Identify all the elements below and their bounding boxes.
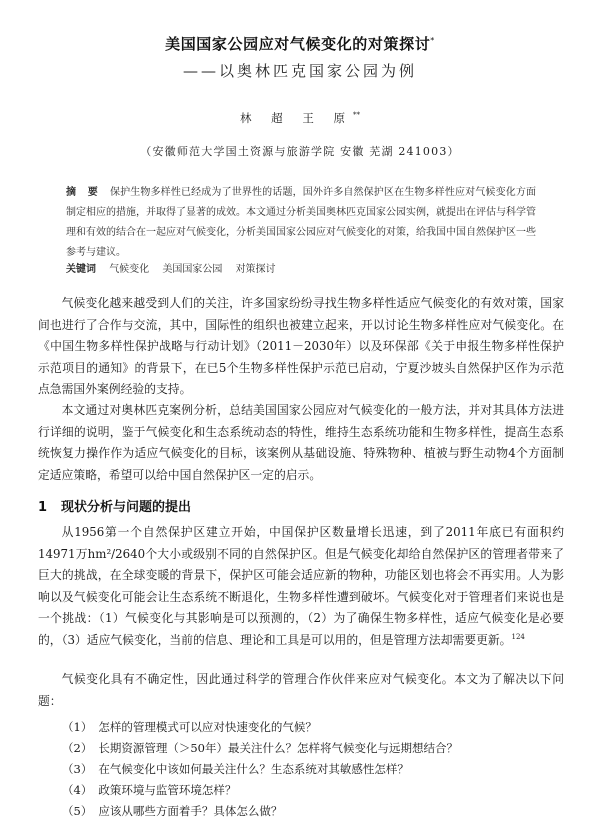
keywords [66, 263, 536, 277]
citation-ref: 4 [520, 632, 525, 641]
paragraph-text: 气候变化越来越受到人们的关注，许多国家纷纷寻找生物多样性适应气候变化的有效对策，国家间也进行了合作与交流，其中，国际性的组织也被建立起来，开以讨论生物多样性应对气候变化。在《中国生物多样性保护战略与行动计划》（2011－2030年）以及环保部《关于申报生物多样性保护示范项目的通知》的背景下，在已5个生物多样性保护示范已启动，宁夏沙坡头自然保护区作为示范点急需国外案例经验的支持。 [38, 296, 564, 396]
body-paragraph-1 [38, 293, 564, 401]
keyword-item: 气候变化 [109, 264, 150, 275]
abstract-text: 保护生物多样性已经成为了世界性的话题，国外许多自然保护区在生物多样性应对气候变化方面制定相应的措施，并取得了显著的成效。本文通过分析美国奥林匹克国家公园实例，就提出在评估与科学管理和有效的结合在一起应对气候变化，分析美国国家公园应对气候变化的对策，给我国中国自然保护区一些参考与建议。 [66, 187, 537, 258]
citation-ref: 1 [511, 632, 516, 641]
body-paragraph-2 [38, 400, 564, 486]
body-paragraph-4 [38, 669, 564, 712]
list-item [62, 717, 562, 738]
section-number: 1 [38, 500, 48, 515]
list-text: 长期资源管理（＞50年）最关注什么？怎样将气候变化与远期想结合？ [98, 741, 458, 755]
paragraph-text-content: 从1956第一个自然保护区建立开始，中国保护区数量增长迅速，到了2011年底已有面积约14971万hm²/2640个大小或级别不同的自然保护区。但是气候变化却给自然保护区的管理者带来了巨大的挑战，在全球变暖的背景下，保护区可能会适应新的物种，功能区划也将会不再实用。人为影响以及气候变化可能会让生态系统不断退化，生物多样性遭到破坏。气候变化对于管理者们来说也是一个挑战：（1）气候变化与其影响是可以预测的，（2）为了确保生物多样性，适应气候变化是必要的，（3）适应气候变化，当前的信息、理论和工具是可以用的，但是管理方法却需要更新。 [38, 525, 564, 647]
paper-subtitle: ——以奥林匹克国家公园为例 [182, 62, 417, 80]
paper-title [0, 33, 600, 54]
affiliation: （安徽师范大学国土资源与旅游学院 安徽 芜湖 241003） [140, 145, 460, 158]
paragraph-text: 气候变化具有不确定性，因此通过科学的管理合作伙伴来应对气候变化。本文为了解决以下问题： [38, 672, 564, 708]
list-index: （2） [62, 741, 93, 755]
abstract [66, 183, 536, 263]
list-text: 政策环境与监管环境怎样？ [98, 783, 237, 797]
keyword-item: 对策探讨 [235, 264, 276, 275]
paragraph-text: 本文通过对奥林匹克案例分析，总结美国国家公园应对气候变化的一般方法，并对其具体方法进行详细的说明，鉴于气候变化和生态系统动态的特性，维持生态系统功能和生物多样性，提高生态系统恢复力操作作为适应气候变化的目标，该案例从基础设施、特殊物种、植被与野生动物4个方面制定适应策略，希望可以给中国自然保护区一定的启示。 [38, 403, 564, 482]
abstract-label: 摘 要 [66, 187, 102, 198]
list-text: 在气候变化中该如何最关注什么？生态系统对其敏感性怎样？ [98, 762, 409, 776]
author-names: 林 超 王 原 [240, 111, 353, 125]
list-item [62, 801, 562, 822]
author-line [0, 110, 600, 126]
list-item [62, 738, 562, 759]
section-heading [38, 496, 564, 515]
paragraph-text [38, 522, 564, 651]
keyword-item: 美国国家公园 [162, 264, 223, 275]
body-paragraph-3 [38, 522, 564, 651]
list-index: （3） [62, 762, 93, 776]
list-index: （4） [62, 783, 93, 797]
list-text: 应该从哪些方面着手？具体怎么做？ [98, 804, 283, 818]
keywords-label: 关键词 [66, 264, 96, 275]
list-text: 怎样的管理模式可以应对快速变化的气候？ [98, 720, 317, 734]
list-item [62, 780, 562, 801]
list-index: （1） [62, 720, 93, 734]
author-footnote-mark: ** [352, 111, 360, 120]
list-index: （5） [62, 804, 93, 818]
section-title: 现状分析与问题的提出 [61, 500, 192, 515]
citation-ref: 2 [515, 632, 521, 641]
question-list [62, 717, 562, 822]
list-item [62, 759, 562, 780]
paper-title-text: 美国国家公园应对气候变化的对策探讨 [165, 35, 431, 53]
title-footnote-mark: * [430, 36, 435, 45]
